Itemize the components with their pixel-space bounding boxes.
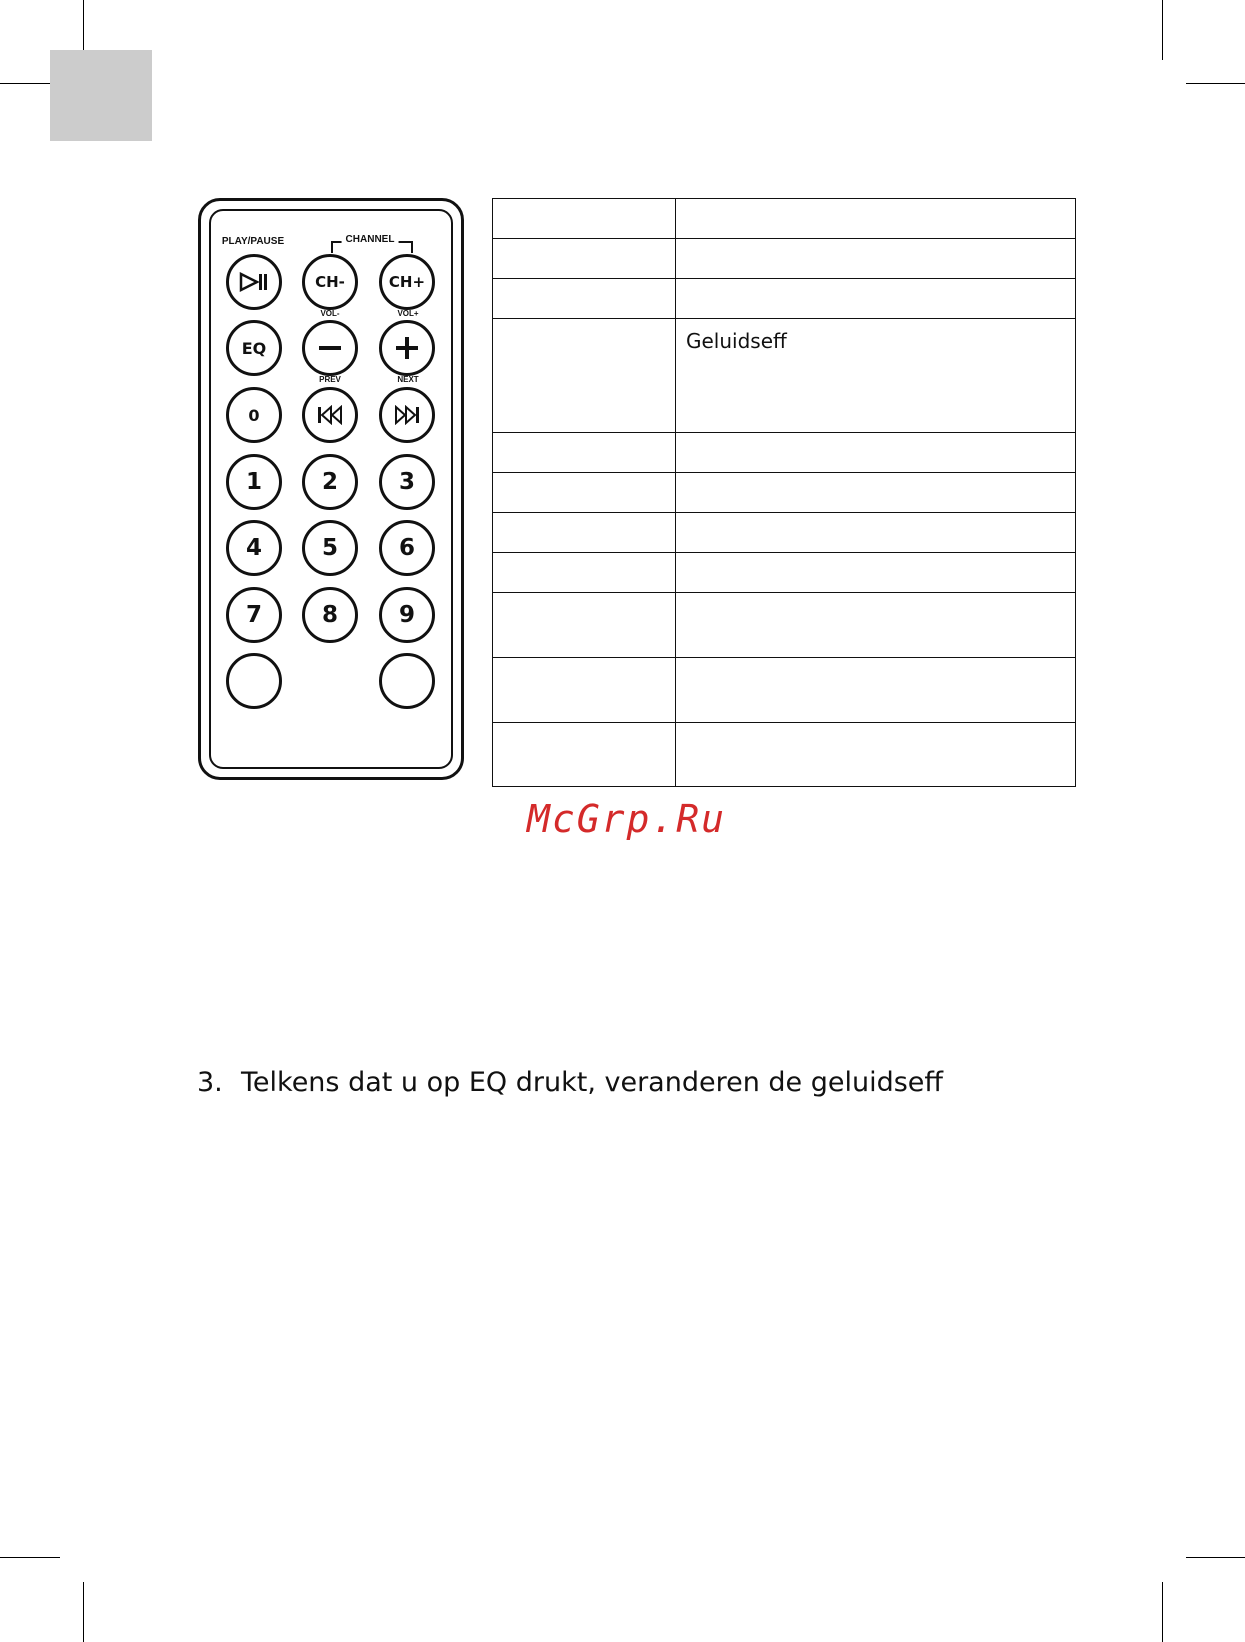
- instruction-step: [197, 1067, 943, 1098]
- digit-4-button[interactable]: 4: [226, 520, 282, 576]
- digit-5-button[interactable]: 5: [302, 520, 358, 576]
- channel-minus-button[interactable]: CH-: [302, 254, 358, 310]
- channel-plus-button[interactable]: CH+: [379, 254, 435, 310]
- step-number: 3.: [197, 1067, 223, 1098]
- table-row: [493, 593, 1076, 658]
- digit-1-button[interactable]: 1: [226, 454, 282, 510]
- blank-left-button[interactable]: [226, 653, 282, 709]
- table-row: [493, 239, 1076, 279]
- digit-6-button[interactable]: 6: [379, 520, 435, 576]
- play-pause-icon: [239, 272, 269, 292]
- digit-9-button[interactable]: 9: [379, 587, 435, 643]
- next-button[interactable]: [379, 387, 435, 443]
- crop-mark: [1162, 0, 1163, 60]
- play-pause-button[interactable]: [226, 254, 282, 310]
- function-table: [492, 198, 1076, 787]
- table-row: [493, 513, 1076, 553]
- volume-up-button[interactable]: [379, 320, 435, 376]
- crop-mark: [0, 1557, 60, 1558]
- digit-0-button[interactable]: 0: [226, 387, 282, 443]
- crop-mark: [1186, 83, 1245, 84]
- label-channel: CHANNEL: [342, 234, 399, 245]
- table-row: [493, 433, 1076, 473]
- label-prev: PREV: [319, 375, 341, 384]
- skip-forward-icon: [393, 405, 421, 425]
- digit-2-button[interactable]: 2: [302, 454, 358, 510]
- digit-8-button[interactable]: 8: [302, 587, 358, 643]
- table-row: [493, 473, 1076, 513]
- label-play-pause: PLAY/PAUSE: [221, 236, 285, 247]
- table-row: [493, 553, 1076, 593]
- eq-button[interactable]: EQ: [226, 320, 282, 376]
- minus-icon: [317, 335, 343, 361]
- crop-mark: [1186, 1557, 1245, 1558]
- table-row: [493, 279, 1076, 319]
- digit-3-button[interactable]: 3: [379, 454, 435, 510]
- step-text: Telkens dat u op EQ drukt, veranderen de geluidseff: [241, 1067, 944, 1098]
- label-vol-plus: VOL+: [397, 309, 419, 318]
- crop-mark: [1162, 1582, 1163, 1642]
- page-tab-marker: [50, 50, 152, 141]
- label-next: NEXT: [397, 375, 419, 384]
- table-row: [493, 319, 1076, 433]
- table-row: [493, 723, 1076, 787]
- crop-mark: [83, 1582, 84, 1642]
- previous-button[interactable]: [302, 387, 358, 443]
- table-cell-eq-description: Geluidseff: [676, 319, 1076, 433]
- digit-7-button[interactable]: 7: [226, 587, 282, 643]
- skip-back-icon: [316, 405, 344, 425]
- volume-down-button[interactable]: [302, 320, 358, 376]
- watermark: McGrp.Ru: [527, 797, 727, 841]
- blank-right-button[interactable]: [379, 653, 435, 709]
- label-vol-minus: VOL-: [320, 309, 340, 318]
- plus-icon: [394, 335, 420, 361]
- table-row: [493, 658, 1076, 723]
- table-row: [493, 199, 1076, 239]
